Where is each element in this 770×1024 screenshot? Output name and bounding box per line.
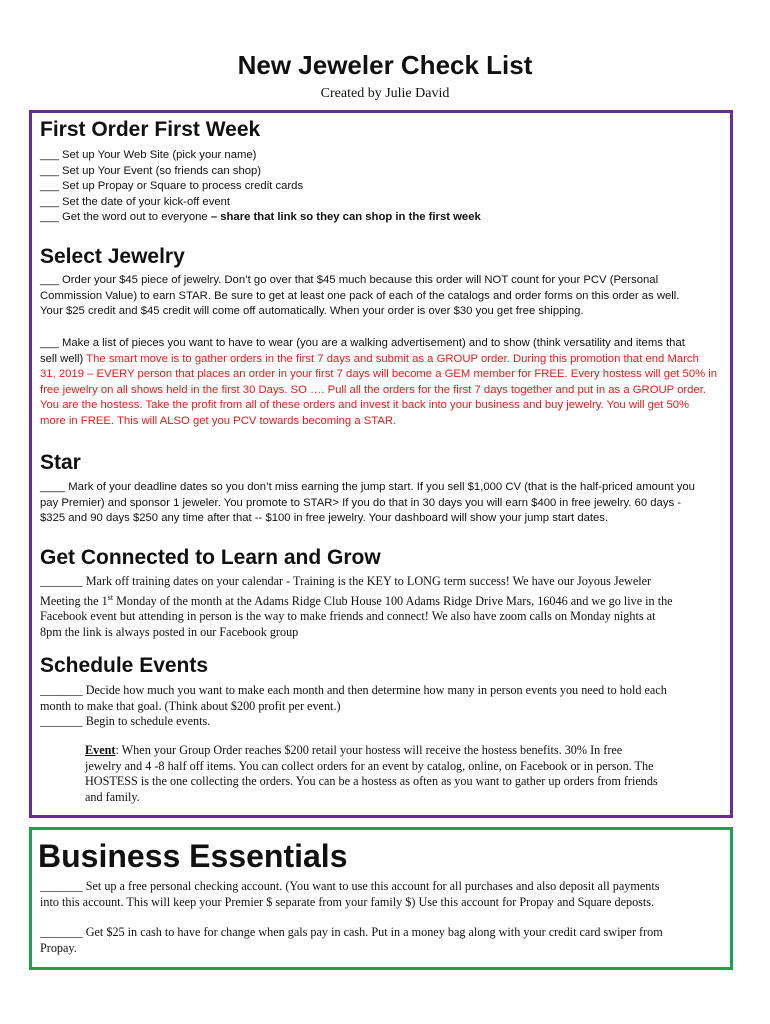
business-para2: _______ Get $25 in cash to have for change when gals pay in cash. Put in a money bag along with your credit card swiper from Propay.	[40, 925, 663, 955]
page-title: New Jeweler Check List	[237, 50, 533, 80]
select-jewelry-para1: ___ Order your $45 piece of jewelry. Don’t go over that $45 much because this order will NOT count for your PCV (Personal Commission Value) to earn STAR. Be sure to get at least one pack of each of the catalogs and order forms on this order as well. Your $25 credit and $45 credit will come off automatically. When your order is over $30 you get free shipping.	[40, 274, 680, 318]
checklist-item: ___ Set up Propay or Square to process credit cards	[40, 180, 304, 193]
checklist-item: ___ Get the word out to everyone – share that link so they can shop in the first week	[40, 211, 481, 224]
section-heading-business: Business Essentials	[38, 838, 348, 874]
business-para1: _______ Set up a free personal checking account. (You want to use this account for all purchases and also deposit all payments into this account. This will keep your Premier $ separate from your family $) Use this account for Propay and Square deposts.	[40, 879, 660, 909]
emphasis-text: – share that link so they can shop in the first week	[210, 211, 481, 224]
event-note: Event: When your Group Order reaches $200 retail your hostess will receive the hostess benefits. 30% In free jewelry and 4 -8 half off items. You can collect orders for an event by catalog, online, on Facebook or in person. The HOSTESS is the one collecting the orders. You can be a hostess as often as you want to gather up orders from friends and family.	[85, 743, 658, 804]
first-order-list	[40, 148, 724, 226]
page-subtitle: Created by Julie David	[320, 86, 450, 101]
checklist-item: ___ Set up Your Event (so friends can shop)	[40, 164, 262, 177]
connected-para: _______ Mark off training dates on your calendar - Training is the KEY to LONG term success! We have our Joyous Jeweler Meeting the 1st Monday of the month at the Adams Ridge Club House 100 Adams Ridge Drive Mars, 16046 and we go live in the Facebook event but attending in person is the way to make friends and connect! We also have zoom calls on Monday nights at 8pm the link is always posted in our Facebook group	[40, 574, 673, 639]
checklist-item: ___ Set the date of your kick-off event	[40, 195, 231, 208]
section-heading-first-order: First Order First Week	[40, 118, 261, 141]
select-jewelry-para2: ___ Make a list of pieces you want to have to wear (you are a walking advertisement) and to show (think versatility and items that sell well) The smart move is to gather orders in the first 7 days and submit as a GROUP order. During this promotion that end March 31, 2019 – EVERY person that places an order in your first 7 days will become a GEM member for FREE. Every hostess will get 50% in free jewelry on all shows held in the first 30 Days. SO …. Pull all the orders for the first 7 days together and put in as a GROUP order. You are the hostess. Take the profit from all of these orders and invest it back into your business and buy jewelry. You will get 50% more in FREE. This will ALSO get you PCV towards becoming a STAR.	[40, 337, 718, 427]
star-para: ____ Mark of your deadline dates so you don’t miss earning the jump start. If you sell $1,000 CV (that is the half-priced amount you pay Premier) and sponsor 1 jeweler. You promote to STAR> If you do that in 30 days you will earn $400 in free jewelry. 60 days - $325 and 90 days $250 any time after that -- $100 in free jewelry. Your dashboard will show your jump start dates.	[40, 481, 695, 525]
event-label: Event	[85, 743, 116, 757]
checklist-item: ___ Set up Your Web Site (pick your name)	[40, 149, 257, 161]
section-heading-connected: Get Connected to Learn and Grow	[40, 546, 381, 569]
section-heading-select-jewelry: Select Jewelry	[40, 245, 185, 268]
section-heading-star: Star	[40, 451, 81, 474]
section-heading-schedule: Schedule Events	[40, 654, 209, 677]
schedule-para: _______ Decide how much you want to make each month and then determine how many in person events you need to hold each month to make that goal. (Think about $200 profit per event.) _______ Begin to schedule events.	[40, 683, 667, 729]
